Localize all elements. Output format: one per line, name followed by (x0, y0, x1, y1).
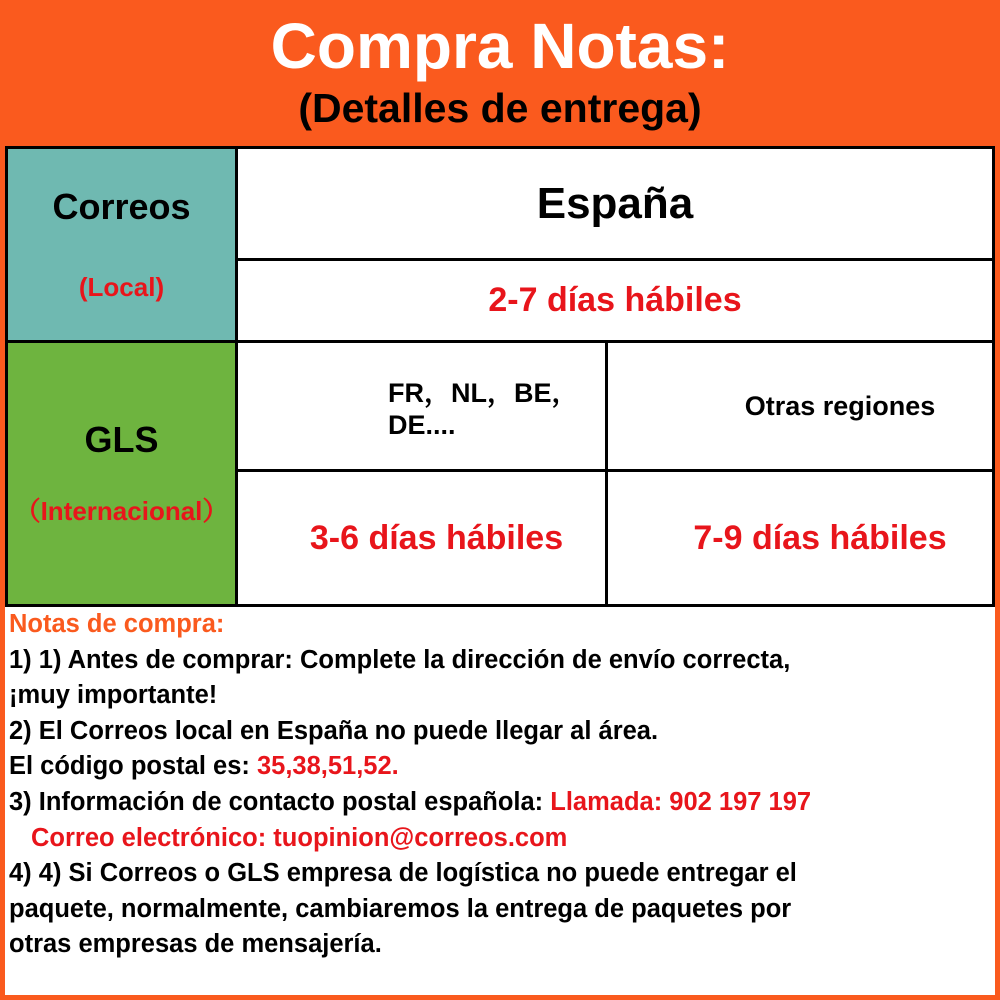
espana-country: España (536, 178, 694, 228)
gls-cell (5, 340, 238, 607)
note-1-line-2: ¡muy importante! (9, 681, 218, 710)
note-3-line-1 (9, 785, 991, 821)
region-eu-cell (235, 340, 608, 472)
espana-cell (235, 146, 995, 261)
note-4-line-2: paquete, normalmente, cambiaremos la entrega de paquetes por (9, 894, 792, 923)
region-eu-name: FR，NL，BE，DE.... (388, 378, 579, 440)
notes-heading: Notas de compra: (9, 610, 225, 638)
content-panel (5, 146, 995, 995)
note-4-line-3: otras empresas de mensajería. (9, 930, 382, 959)
region-other-days-cell (605, 469, 995, 607)
contact-phone: Llamada: 902 197 197 (550, 787, 812, 816)
contact-label: 3) Información de contacto postal española: (9, 787, 551, 816)
gls-scope: （Internacional） (14, 496, 229, 526)
note-2-line-2 (9, 749, 991, 785)
postal-codes: 35,38,51,52. (256, 752, 399, 781)
correos-cell (5, 146, 238, 343)
region-eu-days: 3-6 días hábiles (309, 518, 564, 557)
page-title: Compra Notas: (270, 10, 730, 82)
region-eu-days-cell (235, 469, 608, 607)
region-other-days: 7-9 días hábiles (693, 518, 947, 557)
espana-days: 2-7 días hábiles (488, 281, 742, 319)
page-subtitle: (Detalles de entrega) (298, 85, 702, 131)
postal-code-label: El código postal es: (9, 752, 257, 781)
region-other-name: Otras regiones (744, 390, 936, 421)
espana-days-cell (235, 258, 995, 343)
purchase-notes (9, 607, 991, 963)
correos-name: Correos (52, 186, 191, 227)
note-2-line-1: 2) El Correos local en España no puede llegar al área. (9, 716, 659, 745)
correos-scope: (Local) (78, 272, 165, 302)
contact-email: Correo electrónico: tuopinion@correos.com (31, 823, 568, 852)
note-4-line-1: 4) 4) Si Correos o GLS empresa de logística no puede entregar el (9, 859, 797, 888)
region-other-cell (605, 340, 995, 472)
gls-name: GLS (84, 419, 159, 460)
note-1-line-1: 1) 1) Antes de comprar: Complete la dirección de envío correcta, (9, 645, 791, 674)
